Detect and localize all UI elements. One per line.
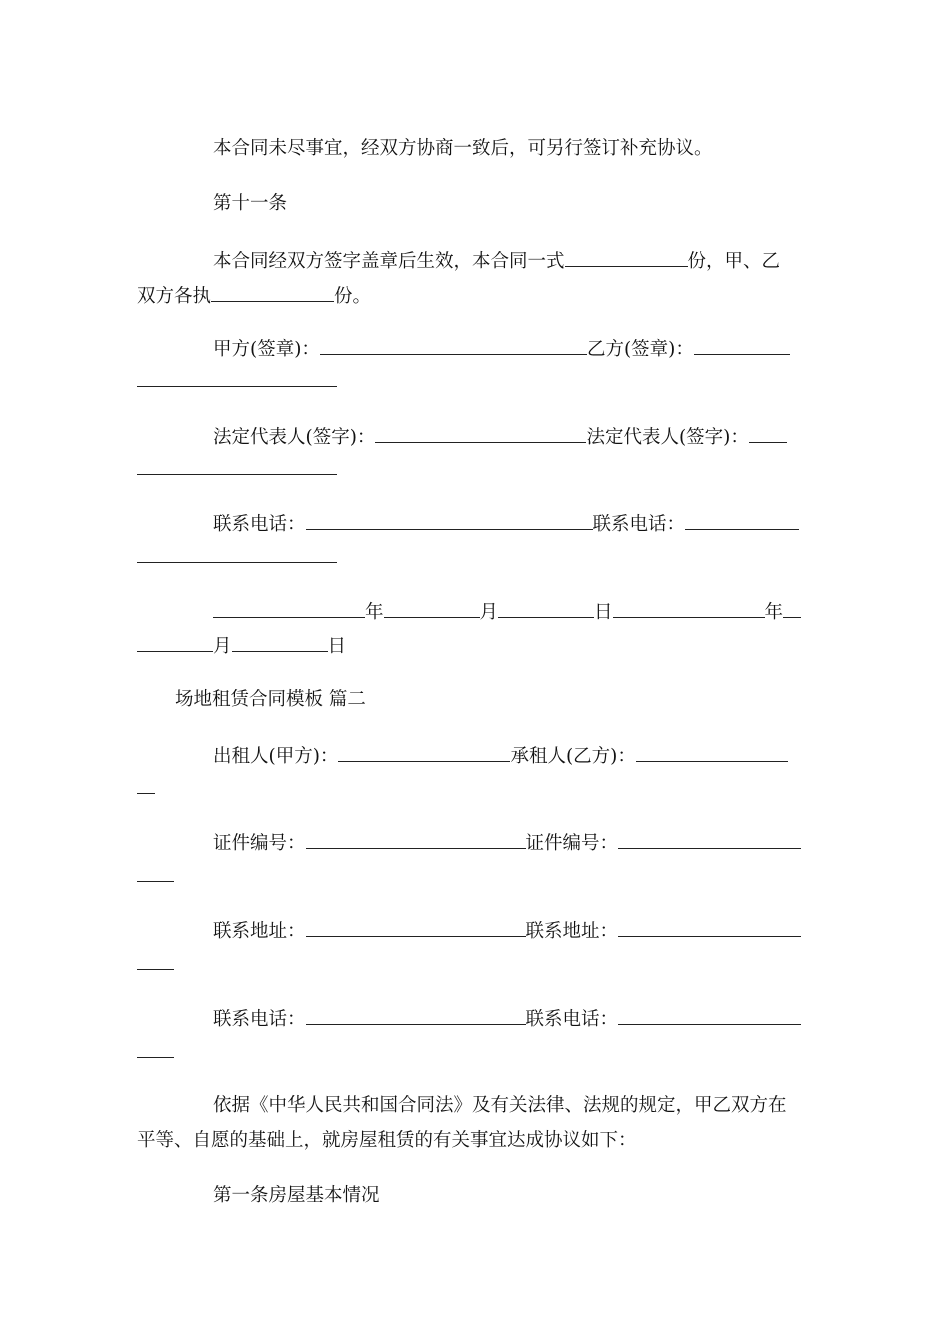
- date-b-year-label: 年: [764, 602, 784, 623]
- phone2-b-blank-cont[interactable]: [137, 1057, 174, 1058]
- phone1-a-blank[interactable]: [306, 511, 593, 530]
- phone2-a-blank[interactable]: [306, 1006, 526, 1025]
- id-b-label: 证件编号：: [525, 833, 619, 854]
- id-a-blank[interactable]: [306, 830, 526, 849]
- addr-a-label: 联系地址：: [213, 921, 306, 942]
- paragraph-effect-line1: [213, 248, 780, 274]
- id-b-blank-cont[interactable]: [137, 881, 174, 882]
- date-b-month-blank-cont[interactable]: [137, 633, 213, 652]
- paragraph-supplement: 本合同未尽事宜，经双方协商一致后，可另行签订补充协议。: [213, 138, 713, 159]
- date-b-month-blank[interactable]: [783, 599, 801, 618]
- address-line: [213, 918, 801, 944]
- lessor-label: 出租人(甲方)：: [213, 746, 339, 767]
- party-b-sign-blank[interactable]: [694, 336, 790, 355]
- addr-b-label: 联系地址：: [525, 921, 619, 942]
- phone1-b-label: 联系电话：: [592, 514, 686, 535]
- lessee-blank-cont[interactable]: [137, 793, 155, 794]
- party-b-sign-label: 乙方(签章)：: [586, 339, 694, 360]
- effect-text-a: 本合同经双方签字盖章后生效，本合同一式: [213, 251, 565, 272]
- lessee-label: 承租人(乙方)：: [510, 746, 636, 767]
- rep-b-blank-cont[interactable]: [137, 474, 337, 475]
- paragraph-effect-line2: [137, 283, 371, 309]
- phone-line-2: [213, 1006, 801, 1032]
- copies-total-blank[interactable]: [565, 248, 688, 267]
- party-a-sign-blank[interactable]: [320, 336, 587, 355]
- date-a-day-label: 日: [594, 602, 613, 623]
- id-b-blank[interactable]: [618, 830, 801, 849]
- phone2-b-label: 联系电话：: [525, 1009, 619, 1030]
- phone1-b-blank-cont[interactable]: [137, 562, 337, 563]
- date-b-year-blank[interactable]: [613, 599, 765, 618]
- date-b-day-blank[interactable]: [232, 633, 328, 652]
- date-line-cont: [137, 633, 346, 659]
- representative-line: [213, 424, 787, 450]
- rep-a-label: 法定代表人(签字)：: [213, 427, 376, 448]
- date-line: [213, 599, 801, 625]
- basis-paragraph-line1: 依据《中华人民共和国合同法》及有关法律、法规的规定，甲乙双方在: [213, 1095, 787, 1116]
- rep-a-blank[interactable]: [375, 424, 586, 443]
- addr-b-blank-cont[interactable]: [137, 969, 174, 970]
- date-a-year-blank[interactable]: [213, 599, 365, 618]
- lessor-blank[interactable]: [338, 743, 510, 762]
- phone2-b-blank[interactable]: [618, 1006, 801, 1025]
- phone-line-1: [213, 511, 799, 537]
- effect-text-c: 双方各执: [137, 286, 212, 307]
- copies-each-blank[interactable]: [211, 283, 334, 302]
- date-b-month-label: 月: [213, 636, 232, 657]
- rep-b-blank[interactable]: [749, 424, 787, 443]
- section-2-title: 场地租赁合同模板 篇二: [175, 689, 366, 710]
- article-1-heading: 第一条房屋基本情况: [213, 1185, 380, 1206]
- lessee-blank[interactable]: [636, 743, 788, 762]
- rep-b-label: 法定代表人(签字)：: [586, 427, 749, 448]
- date-a-month-label: 月: [479, 602, 499, 623]
- phone1-a-label: 联系电话：: [213, 514, 306, 535]
- date-a-day-blank[interactable]: [498, 599, 594, 618]
- basis-paragraph-line2: 平等、自愿的基础上，就房屋租赁的有关事宜达成协议如下：: [137, 1130, 637, 1151]
- addr-b-blank[interactable]: [618, 918, 801, 937]
- phone1-b-blank[interactable]: [685, 511, 799, 530]
- party-a-sign-label: 甲方(签章)：: [213, 339, 320, 360]
- effect-text-b: 份，甲、乙: [687, 251, 781, 272]
- article-11-heading: 第十一条: [213, 193, 288, 214]
- phone2-a-label: 联系电话：: [213, 1009, 306, 1030]
- id-a-label: 证件编号：: [213, 833, 306, 854]
- date-a-month-blank[interactable]: [384, 599, 480, 618]
- signature-line: [213, 336, 790, 362]
- parties-line: [213, 743, 788, 769]
- date-b-day-label: 日: [327, 636, 347, 657]
- party-b-sign-blank-cont[interactable]: [137, 386, 337, 387]
- id-line: [213, 830, 801, 856]
- addr-a-blank[interactable]: [306, 918, 526, 937]
- effect-text-d: 份。: [334, 286, 372, 307]
- date-a-year-label: 年: [365, 602, 384, 623]
